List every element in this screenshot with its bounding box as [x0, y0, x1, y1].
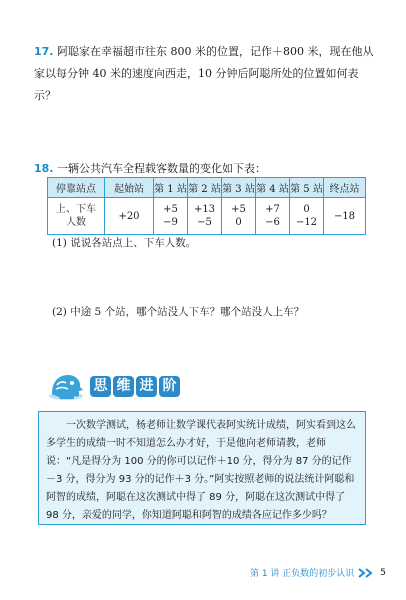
table-header-cell: 第 3 站 — [222, 178, 256, 198]
cell-value: −9 — [163, 217, 178, 228]
head-logo-icon — [46, 372, 86, 402]
sub-question-2: (2) 中途 5 个站，哪个站没人下车？哪个站没人上车？ — [52, 306, 305, 318]
table-header-cell: 停靠站点 — [48, 178, 105, 198]
double-chevron-right-icon — [358, 568, 374, 578]
row-label-line: 上、下车 — [56, 204, 96, 215]
row-label-cell — [48, 198, 105, 235]
question-text: 阿聪家在幸福超市往东 800 米的位置，记作＋800 米，现在他从家以每分钟 40 米的速度向西走，10 分钟后阿聪所处的位置如何表示？ — [34, 45, 374, 102]
question-number: 18. — [34, 162, 54, 175]
question-text: 一辆公共汽车全程载客数量的变化如下表： — [57, 162, 266, 175]
table-header-cell: 第 2 站 — [188, 178, 222, 198]
table-header-cell: 起始站 — [105, 178, 154, 198]
table-row — [48, 198, 366, 235]
challenge-box — [38, 411, 366, 525]
section-title-char: 阶 — [159, 376, 180, 397]
table-cell — [105, 198, 154, 235]
table-cell — [290, 198, 324, 235]
question-number: 17. — [34, 45, 54, 58]
table-header-cell: 第 4 站 — [256, 178, 290, 198]
table-header-cell: 第 1 站 — [154, 178, 188, 198]
cell-value: −18 — [333, 210, 356, 222]
cell-value: +5 — [231, 204, 246, 215]
cell-value: 0 — [235, 217, 242, 228]
table-header-row — [48, 178, 366, 198]
table-header-cell: 第 5 站 — [290, 178, 324, 198]
cell-value: +7 — [265, 204, 280, 215]
page-number: 5 — [380, 567, 386, 578]
cell-value: −12 — [295, 217, 318, 228]
chapter-label: 第 1 讲 正负数的初步认识 — [249, 569, 355, 579]
cell-value: +5 — [163, 204, 178, 215]
table-cell — [324, 198, 366, 235]
cell-value: +13 — [193, 204, 216, 215]
challenge-text: 一次数学测试，杨老师让数学课代表阿实统计成绩，阿实看到这么多学生的成绩一时不知道怎么办才好，于是他向老师请教，老师说：“凡是得分为 100 分的你可以记作＋10 分，得分为 87 分的记作－3 分，得分为 93 分的记作＋3 分。”阿实按照老师的说法统计阿聪和阿智的成绩，阿聪在这次测试中得了 89 分，阿聪在这次测试中得了 98 分，亲爱的同学，你知道阿聪和阿智的成绩各应记作多少吗？ — [46, 420, 356, 521]
section-title-char: 思 — [90, 376, 111, 397]
section-title-char: 维 — [113, 376, 134, 397]
cell-value: 0 — [303, 204, 310, 215]
cell-value: −6 — [265, 217, 280, 228]
cell-value: +20 — [118, 210, 140, 222]
table-header-cell: 终点站 — [324, 178, 366, 198]
section-title-char: 进 — [136, 376, 157, 397]
sub-question-1: (1) 说说各站点上、下车人数。 — [52, 237, 197, 249]
passenger-table — [47, 177, 366, 235]
cell-value: −5 — [197, 217, 212, 228]
table-cell — [222, 198, 256, 235]
page-footer — [250, 566, 386, 579]
question-17 — [34, 41, 374, 107]
row-label-line: 人数 — [66, 217, 86, 228]
table-cell — [188, 198, 222, 235]
table-cell — [256, 198, 290, 235]
table-cell — [154, 198, 188, 235]
